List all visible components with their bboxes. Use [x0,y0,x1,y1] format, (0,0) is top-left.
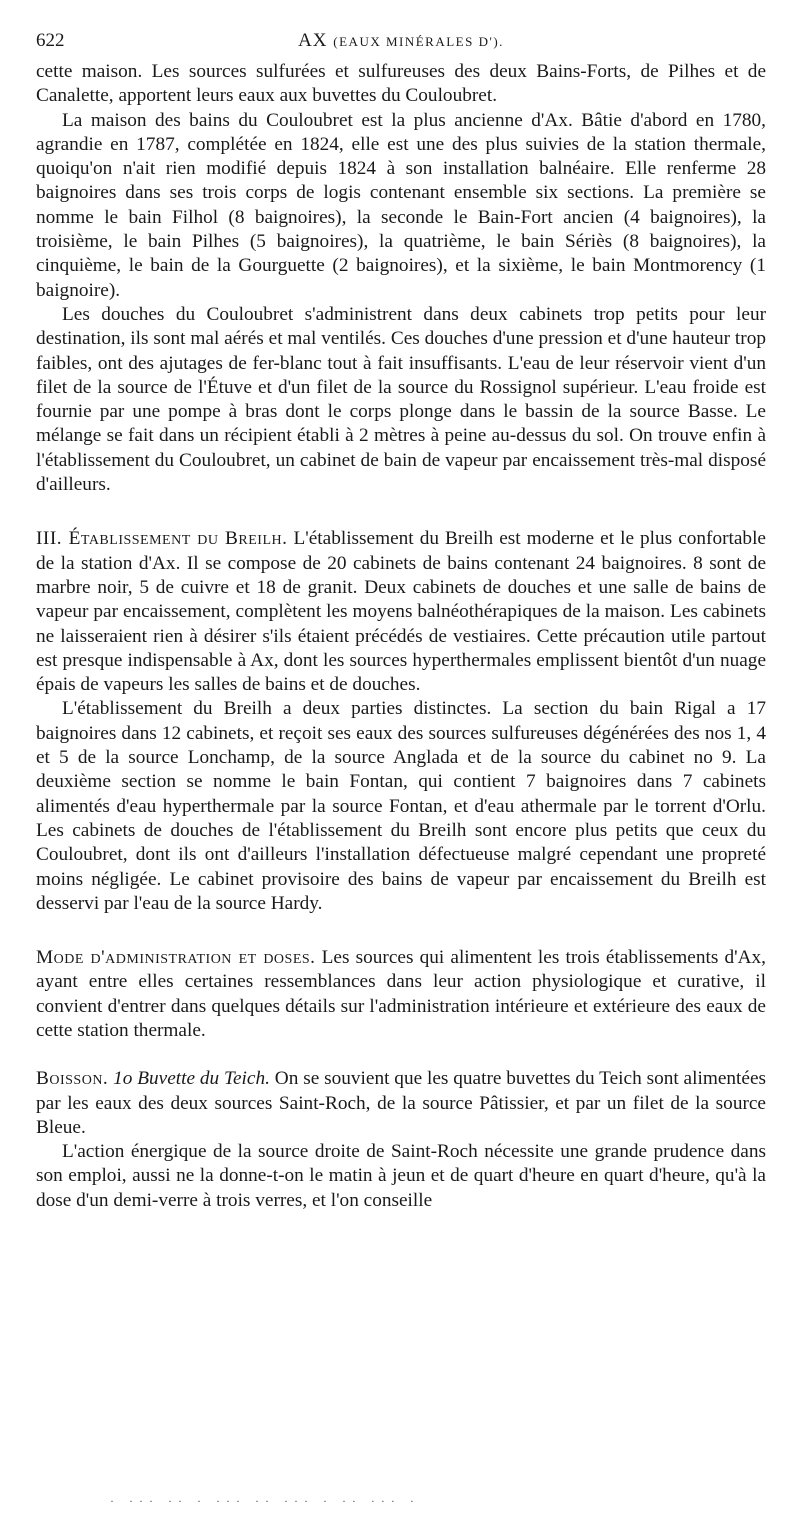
page-header [36,30,766,60]
paragraph-breilh-intro-text: L'établissement du Breilh est moderne et le plus confortable de la station d'Ax. Il se compose de 20 cabinets de bains contenant 24 baignoires. 8 sont de marbre noir, 5 de cuivre et 18 de granit. Deux cabinets de douches et une salle de bains de vapeur par encaissement, complètent les moyens balnéothérapiques de la maison. Les cabinets ne laisseraient rien à désirer s'ils étaient précédés de vestiaires. Cette précaution utile partout est presque indispensable à Ax, dont les sources hyperthermales emplissent bientôt d'un nuage épais de vapeurs les salles de bains et de douches. [36,528,766,696]
running-head-title: AX [298,30,328,51]
paragraph-breilh-sections: L'établissement du Breilh a deux parties distinctes. La section du bain Rigal a 17 baignoires dans 12 cabinets, et reçoit ses eaux des sources sulfureuses dégénérées des nos 1, 4 et 5 de la source Lonchamp, de la source Anglada et de la source du cabinet no 9. La deuxième section se nomme le bain Fontan, qui contient 7 baignoires dans 7 cabinets alimentés d'eau hyperthermale par la source Fontan, et d'eau athermale par le torrent d'Orlu. Les cabinets de douches de l'établissement du Breilh sont encore plus petits que ceux du Couloubret, dont ils ont d'ailleurs l'installation défectueuse malgré cependant une propreté moins négligée. Le cabinet provisoire des bains de vapeur par encaissement du Breilh est desservi par l'eau de la source Hardy. [36,698,766,914]
paragraph-boisson [36,1067,766,1140]
paragraph-continuation: cette maison. Les sources sulfurées et sulfureuses des deux Bains-Forts, de Pilhes et de Canalette, apportent leurs eaux aux buvettes du Couloubret. [36,61,766,107]
document-page [36,30,766,1213]
running-head [36,30,766,52]
section-heading-boisson: Boisson. [36,1068,109,1090]
page-number: 622 [36,30,65,51]
paragraph-mode-administration [36,946,766,1043]
paragraph-breilh-intro [36,527,766,697]
running-head-subtitle: (EAUX MINÉRALES D'). [333,34,504,49]
paragraph-saint-roch: L'action énergique de la source droite de Saint-Roch nécessite une grande prudence dans son emploi, aussi ne la donne-t-on le matin à jeun et de quart d'heure en quart d'heure, qu'à la dose d'un demi-verre à trois verres, et l'on conseille [36,1141,766,1211]
paragraph-mode-text: Les sources qui alimentent les trois établissements d'Ax, ayant entre elles certaines ressemblances dans leur action physiologique et curative, il convient d'entrer dans quelques détails sur l'administration intérieure et extérieure des eaux de cette station thermale. [36,947,766,1041]
footer-print-marks: · ··· ·· · ··· ·· ··· · ·· ··· · [110,1494,420,1508]
subheading-buvette-teich: 1o Buvette du Teich. [113,1068,270,1090]
section-heading-breilh: III. Établissement du Breilh. [36,528,288,550]
paragraph-couloubret-douches: Les douches du Couloubret s'administrent dans deux cabinets trop petits pour leur destination, ils sont mal aérés et mal ventilés. Ces douches d'une pression et d'une hauteur trop faibles, ont des ajutages de fer-blanc tout à fait insuffisants. L'eau de leur réservoir vient d'un filet de la source de l'Étuve et d'un filet de la source du Rossignol supérieur. L'eau froide est fournie par une pompe à bras dont le corps plonge dans le bassin de la source Basse. Le mélange se fait dans un récipient établi à 2 mètres à peine au-dessus du sol. On trouve enfin à l'établissement du Couloubret, un cabinet de bain de vapeur par encaissement très-mal disposé d'ailleurs. [36,303,766,496]
section-heading-mode: Mode d'administration et doses. [36,947,316,969]
paragraph-boisson-text: On se souvient que les quatre buvettes du Teich sont alimentées par les eaux des deux sources Saint-Roch, de la source Pâtissier, et par un filet de la source Bleue. [36,1068,767,1138]
paragraph-couloubret-history: La maison des bains du Couloubret est la plus ancienne d'Ax. Bâtie d'abord en 1780, agrandie en 1787, complétée en 1824, elle est une des plus suivies de la station thermale, quoiqu'on n'ait rien modifié depuis 1824 à son installation balnéaire. Elle renferme 28 baignoires dans ses trois corps de logis contenant ensemble six sections. La première se nomme le bain Filhol (8 baignoires), la seconde le Bain-Fort ancien (4 baignoires), la troisième, le bain Pilhes (5 baignoires), la quatrième, le bain Sériès (8 baignoires), la cinquième, le bain de la Gourguette (2 baignoires), et la sixième, le bain Montmorency (1 baignoire). [36,109,766,301]
